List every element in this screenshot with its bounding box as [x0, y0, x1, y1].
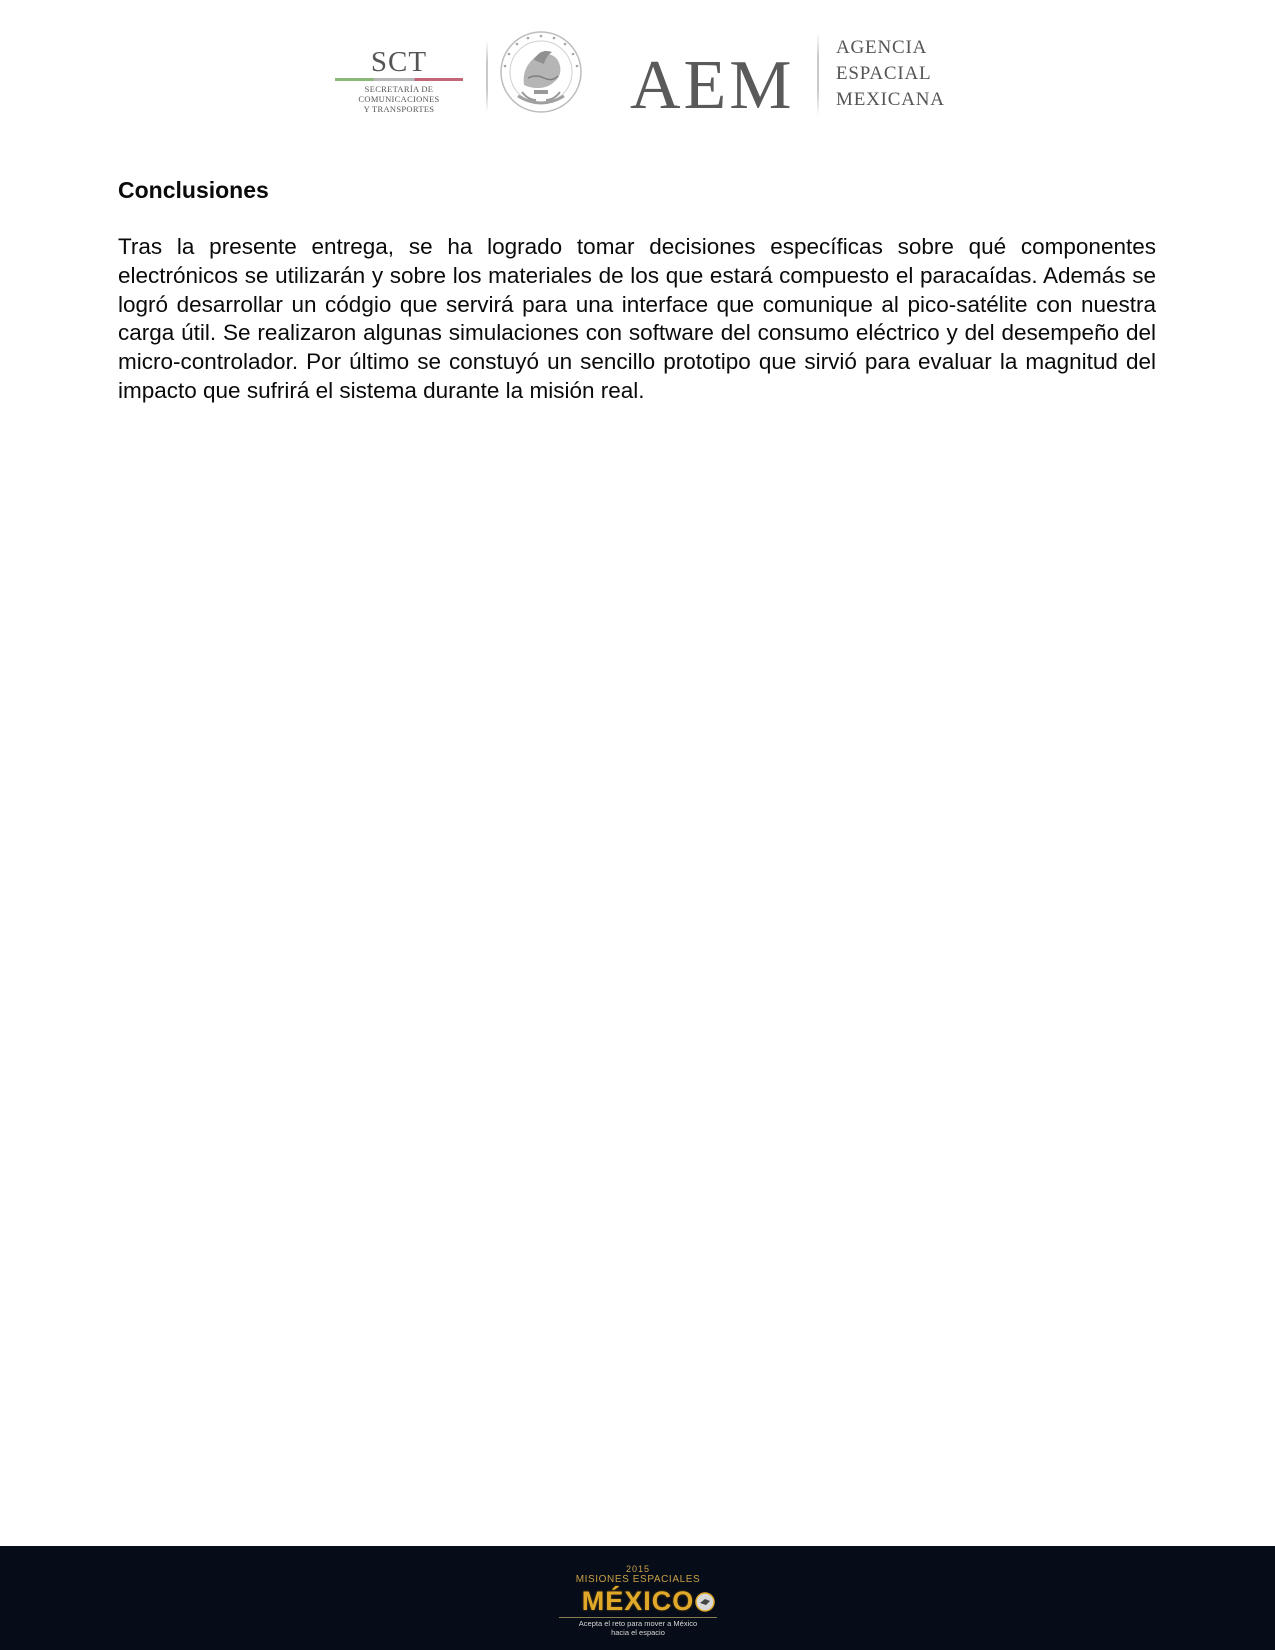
aem-acronym: AEM	[630, 47, 795, 124]
footer-country: MÉXICO	[581, 1586, 695, 1616]
footer-rule	[559, 1617, 717, 1618]
aem-line-2: ESPACIAL	[836, 63, 932, 84]
footer-missions: MISIONES ESPACIALES	[575, 1574, 701, 1585]
sct-logo	[334, 46, 464, 138]
aem-line-1: AGENCIA	[836, 37, 928, 58]
sct-acronym: SCT	[370, 46, 428, 78]
page-footer	[0, 1546, 1275, 1650]
aem-line-3: MEXICANA	[836, 89, 945, 110]
footer-tagline-2: hacia el espacio	[611, 1628, 665, 1637]
conclusions-paragraph: Tras la presente entrega, se ha logrado tomar decisiones específicas sobre qué componentes electrónicos se utilizarán y sobre los materiales de los que estará compuesto el paracaídas. Además se logró desarrollar un códgio que servirá para una interface que comunique al pico-satélite con nuestra carga útil. Se realizaron algunas simulaciones con software del consumo eléctrico y del desempeño del micro-controlador. Por último se constuyó un sencillo prototipo que sirvió para evaluar la magnitud del impacto que sufrirá el sistema durante la misión real.	[118, 234, 1156, 403]
sct-line-3: Y TRANSPORTES	[363, 104, 435, 114]
header-divider-1	[486, 40, 488, 112]
planet-icon	[694, 1591, 716, 1613]
footer-tagline-1: Acepta el reto para mover a México	[578, 1619, 698, 1628]
sct-line-1: SECRETARÍA DE	[364, 84, 434, 94]
document-body	[118, 175, 1156, 406]
aem-name	[836, 35, 945, 113]
sct-tricolor-rule	[335, 78, 463, 81]
header-divider-2	[817, 32, 819, 116]
page-header	[0, 26, 1275, 126]
footer-year: 2015	[625, 1564, 651, 1574]
misiones-espaciales-logo	[548, 1564, 728, 1644]
footer-country-row	[548, 1586, 728, 1616]
sct-line-2: COMUNICACIONES	[358, 94, 440, 104]
mexican-seal-icon	[498, 30, 584, 114]
section-title: Conclusiones	[118, 177, 269, 203]
